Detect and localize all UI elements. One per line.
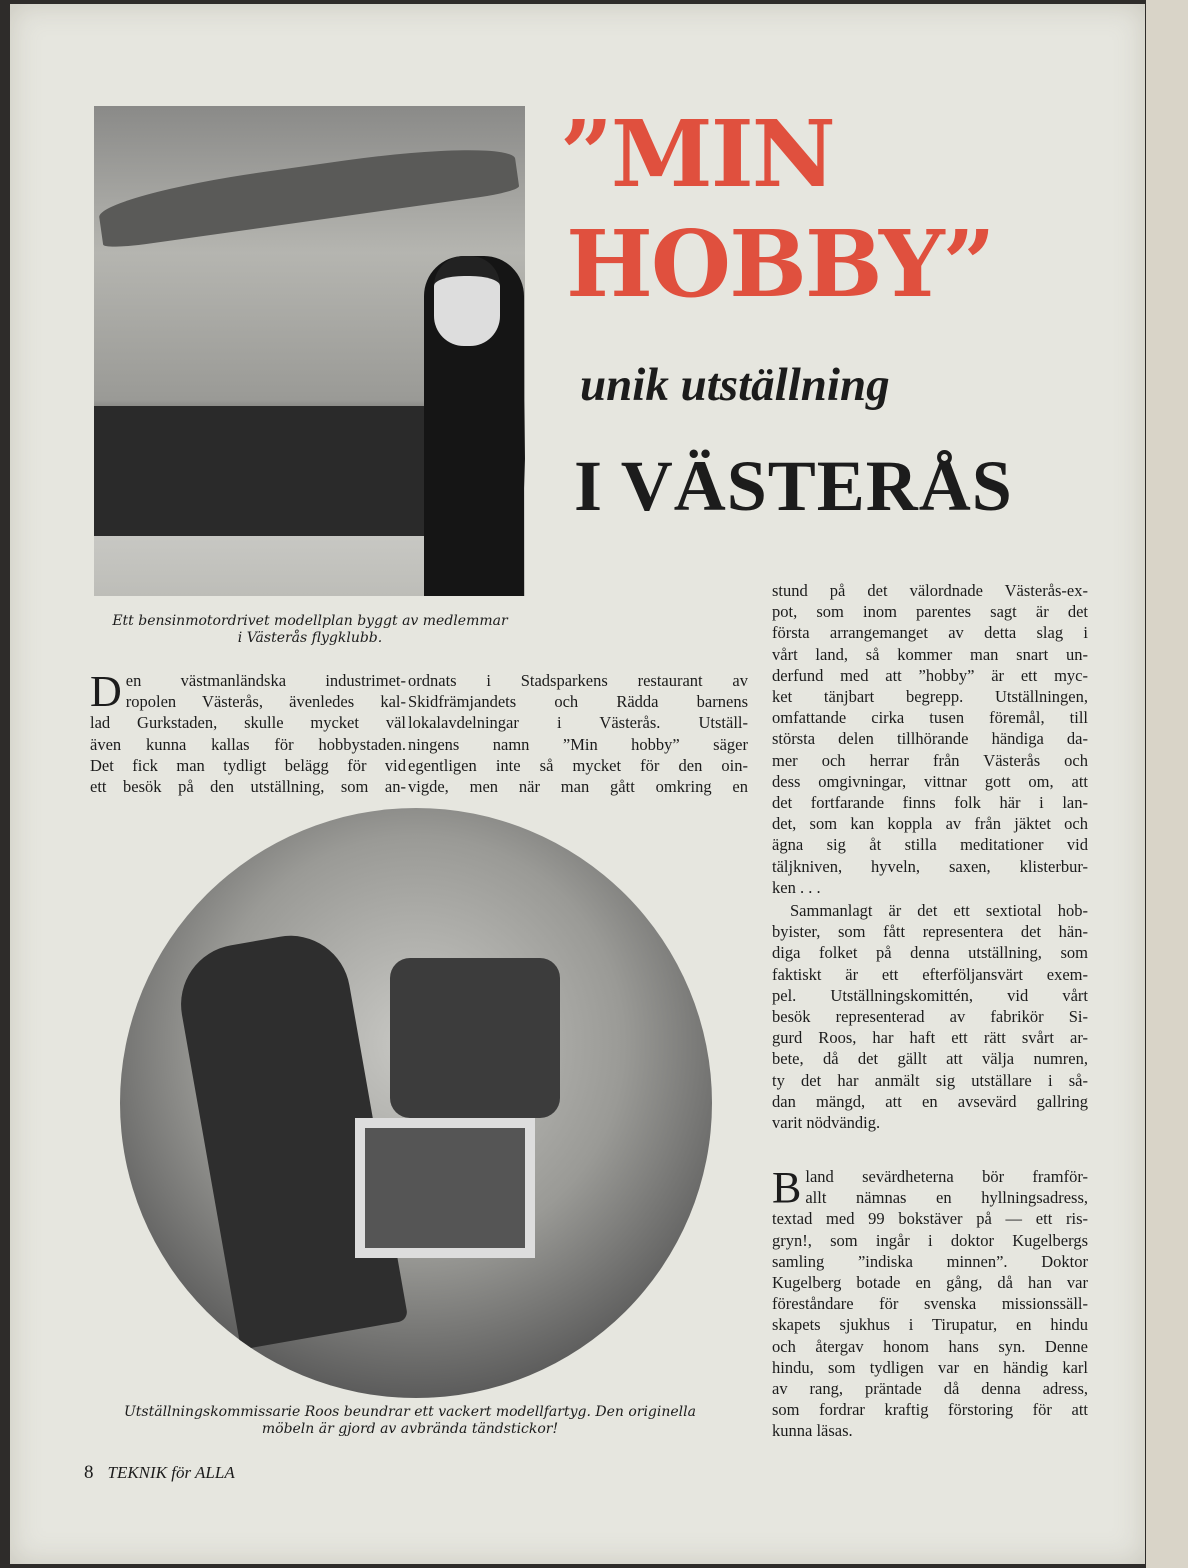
caption-line: i Västerås flygklubb.	[237, 630, 383, 646]
bottom-photo-caption	[70, 1404, 750, 1438]
matchstick-table	[355, 1118, 535, 1258]
text-line: första arrangemanget av detta slag i	[772, 623, 1088, 643]
text-line: gurd Roos, har haft ett rätt svårt ar-	[772, 1028, 1088, 1048]
airplane-wing	[96, 137, 520, 250]
article-column-3-p3	[772, 1163, 1088, 1442]
drop-cap: D	[90, 667, 122, 716]
text-line: omfattande cirka tusen föremål, till	[772, 708, 1088, 728]
text-line: kunna läsas.	[772, 1421, 853, 1441]
text-line: allt nämnas en hyllningsadress,	[805, 1188, 1088, 1208]
text-line: dan mängd, att en avsevärd gallring	[772, 1091, 1088, 1111]
text-line: ningens namn ”Min hobby” säger	[408, 734, 748, 754]
text-line: mer och herrar från Västerås och	[772, 750, 1088, 770]
text-line: som fordrar kraftig förstoring för att	[772, 1400, 1088, 1420]
text-line: det fortfarande finns folk här i lan-	[772, 793, 1088, 813]
text-line: land sevärdheterna bör framför-	[805, 1167, 1088, 1186]
text-line: ket tänjbart begrepp. Utställningen,	[772, 687, 1088, 707]
drop-cap: B	[772, 1163, 802, 1212]
photo-model-ship	[120, 808, 712, 1398]
publication-name: TEKNIK för ALLA	[107, 1463, 235, 1482]
text-line: det, som kan koppla av från jäktet och	[772, 814, 1088, 834]
text-line: dess omgivningar, vittnar gott om, att	[772, 771, 1088, 791]
text-line: diga folket på denna utställning, som	[772, 943, 1088, 963]
article-column-3-p1	[772, 580, 1088, 898]
text-line: textad med 99 bokstäver på — ett ris-	[772, 1209, 1088, 1229]
caption-line: Ett bensinmotordrivet modellplan byggt av medlemmar	[112, 613, 508, 629]
text-line: Skidfrämjandets och Rädda barnens	[408, 692, 748, 712]
headline-subtitle: unik utställning	[580, 359, 890, 411]
article-column-3-p2	[772, 900, 1088, 1133]
headline-city: I VÄSTERÅS	[574, 446, 1013, 526]
text-line: Sammanlagt är det ett sextiotal hob-	[790, 901, 1088, 920]
text-line: bete, då det gällt att välja numren,	[772, 1049, 1088, 1069]
trophy-table	[94, 406, 424, 536]
text-line: pot, som inom parentes sagt är det	[772, 602, 1088, 622]
text-line: en västmanländska industrimet-	[125, 671, 406, 690]
text-line: derfund med att ”hobby” är ett myc-	[772, 665, 1088, 685]
text-line: hindu, som tydligen var en händig karl	[772, 1357, 1088, 1377]
photo-model-airplane	[94, 106, 525, 596]
text-line: pel. Utställningskomittén, vid vårt	[772, 985, 1088, 1005]
text-line: samling ”indiska minnen”. Doktor	[772, 1251, 1088, 1271]
text-line: skapets sjukhus i Tirupatur, en hindu	[772, 1315, 1088, 1335]
text-line: vårt land, så kommer man snart un-	[772, 644, 1088, 664]
caption-line: möbeln är gjord av avbrända tändstickor!	[261, 1421, 559, 1437]
text-line: Kugelberg botade en gång, då han var	[772, 1273, 1088, 1293]
text-line: varit nödvändig.	[772, 1113, 881, 1133]
article-column-1	[90, 667, 406, 797]
text-line: största delen tillhörande händiga da-	[772, 729, 1088, 749]
text-line: ken . . .	[772, 877, 821, 897]
text-line: täljkniven, hyveln, saxen, klisterbur-	[772, 856, 1088, 876]
text-line: ty det har anmält sig utställare i så-	[772, 1070, 1088, 1090]
text-line: även kunna kallas för hobbystaden.	[90, 734, 406, 754]
text-line: ropolen Västerås, ävenledes kal-	[125, 692, 406, 712]
text-line: egentligen inte så mycket för den oin-	[408, 755, 748, 775]
model-ship	[390, 958, 560, 1118]
caption-line: Utställningskommissarie Roos beundrar ett vackert modellfartyg. Den originella	[124, 1404, 696, 1420]
text-line: faktiskt är ett efterföljansvärt exem-	[772, 964, 1088, 984]
adjacent-page-edge	[1146, 0, 1188, 1568]
text-line: och återgav honom hans syn. Denne	[772, 1336, 1088, 1356]
text-line: lad Gurkstaden, skulle mycket väl	[90, 713, 406, 733]
text-line: byister, som fått representera det hän-	[772, 922, 1088, 942]
man-head	[434, 256, 500, 346]
text-line: ordnats i Stadsparkens restaurant av	[408, 671, 748, 690]
text-line: gryn!, som ingår i doktor Kugelbergs	[772, 1230, 1088, 1250]
top-photo-caption	[80, 613, 540, 647]
article-column-2	[408, 670, 748, 797]
text-line: Det fick man tydligt belägg för vid	[90, 755, 406, 775]
text-line: besök representerad av fabrikör Si-	[772, 1007, 1088, 1027]
text-line: ägna sig åt stilla meditationer vid	[772, 835, 1088, 855]
headline-line1: ”MIN	[560, 100, 834, 208]
page-footer	[84, 1462, 235, 1484]
text-line: ett besök på den utställning, som an-	[90, 777, 406, 797]
text-line: lokalavdelningar i Västerås. Utställ-	[408, 713, 748, 733]
text-line: stund på det välordnade Västerås-ex-	[772, 581, 1088, 600]
headline-line2: HOBBY”	[566, 210, 994, 318]
page-number: 8	[84, 1462, 94, 1483]
text-line: vigde, men när man gått omkring en	[408, 777, 748, 797]
text-line: föreståndare för svenska missionssäll-	[772, 1294, 1088, 1314]
text-line: av rang, präntade då denna adress,	[772, 1379, 1088, 1399]
